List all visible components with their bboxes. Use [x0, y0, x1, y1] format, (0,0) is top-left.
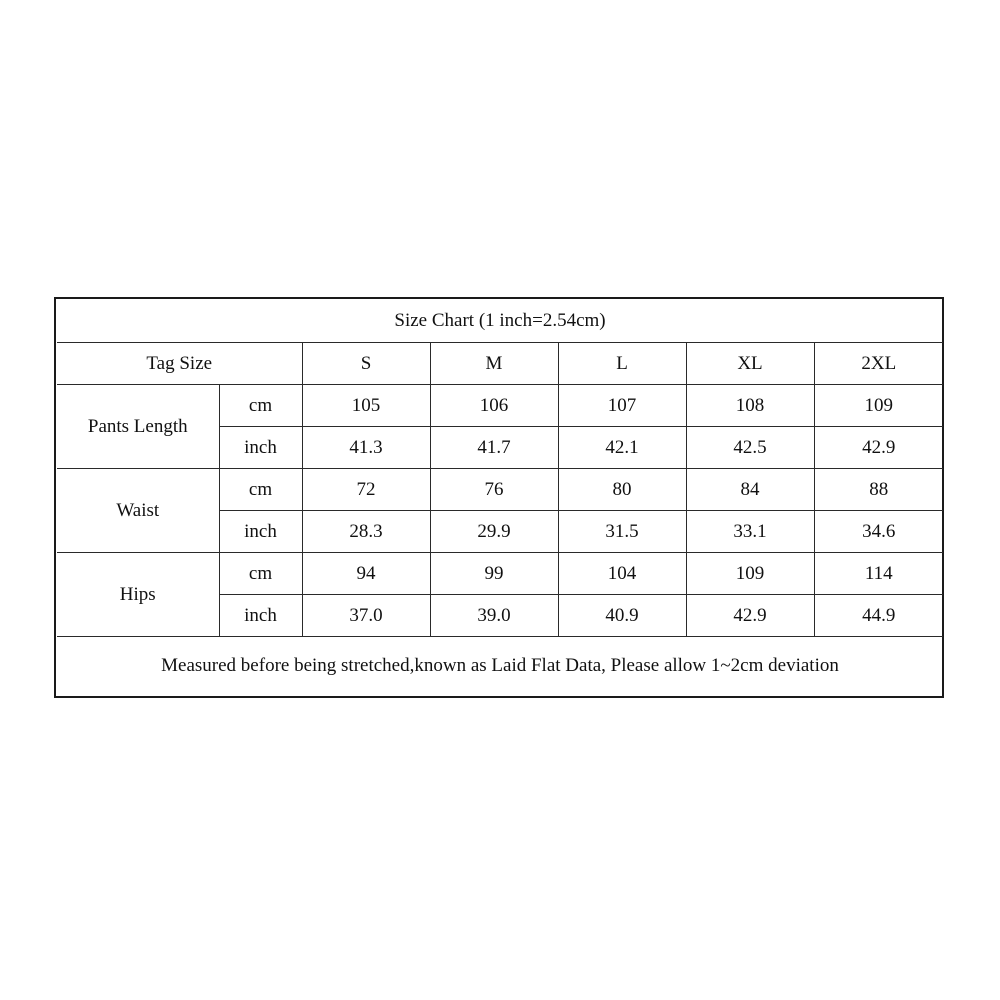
chart-title: Size Chart (1 inch=2.54cm): [57, 300, 943, 343]
value-cell: 80: [558, 469, 686, 511]
measurement-name-waist: Waist: [57, 469, 219, 553]
value-cell: 37.0: [302, 595, 430, 637]
size-header-s: S: [302, 343, 430, 385]
value-cell: 42.9: [814, 427, 943, 469]
note-row: [57, 637, 943, 696]
unit-cell: inch: [219, 595, 302, 637]
value-cell: 106: [430, 385, 558, 427]
table-row: [57, 385, 943, 427]
value-cell: 94: [302, 553, 430, 595]
tag-size-header: Tag Size: [57, 343, 302, 385]
table-row: [57, 553, 943, 595]
value-cell: 34.6: [814, 511, 943, 553]
value-cell: 44.9: [814, 595, 943, 637]
value-cell: 105: [302, 385, 430, 427]
value-cell: 99: [430, 553, 558, 595]
unit-cell: inch: [219, 511, 302, 553]
value-cell: 104: [558, 553, 686, 595]
header-row: [57, 343, 943, 385]
value-cell: 72: [302, 469, 430, 511]
size-chart-frame: [54, 297, 944, 698]
unit-cell: inch: [219, 427, 302, 469]
size-header-xl: XL: [686, 343, 814, 385]
value-cell: 33.1: [686, 511, 814, 553]
value-cell: 107: [558, 385, 686, 427]
value-cell: 40.9: [558, 595, 686, 637]
value-cell: 42.5: [686, 427, 814, 469]
value-cell: 39.0: [430, 595, 558, 637]
value-cell: 29.9: [430, 511, 558, 553]
value-cell: 28.3: [302, 511, 430, 553]
unit-cell: cm: [219, 553, 302, 595]
value-cell: 41.3: [302, 427, 430, 469]
title-row: [57, 300, 943, 343]
value-cell: 109: [814, 385, 943, 427]
size-header-2xl: 2XL: [814, 343, 943, 385]
unit-cell: cm: [219, 469, 302, 511]
measurement-note: Measured before being stretched,known as Laid Flat Data, Please allow 1~2cm deviation: [57, 637, 943, 696]
value-cell: 42.9: [686, 595, 814, 637]
value-cell: 108: [686, 385, 814, 427]
size-header-l: L: [558, 343, 686, 385]
table-row: [57, 469, 943, 511]
value-cell: 42.1: [558, 427, 686, 469]
size-chart-table: [57, 300, 943, 695]
value-cell: 31.5: [558, 511, 686, 553]
size-header-m: M: [430, 343, 558, 385]
value-cell: 114: [814, 553, 943, 595]
value-cell: 76: [430, 469, 558, 511]
value-cell: 84: [686, 469, 814, 511]
value-cell: 41.7: [430, 427, 558, 469]
measurement-name-hips: Hips: [57, 553, 219, 637]
value-cell: 88: [814, 469, 943, 511]
unit-cell: cm: [219, 385, 302, 427]
value-cell: 109: [686, 553, 814, 595]
measurement-name-pants-length: Pants Length: [57, 385, 219, 469]
